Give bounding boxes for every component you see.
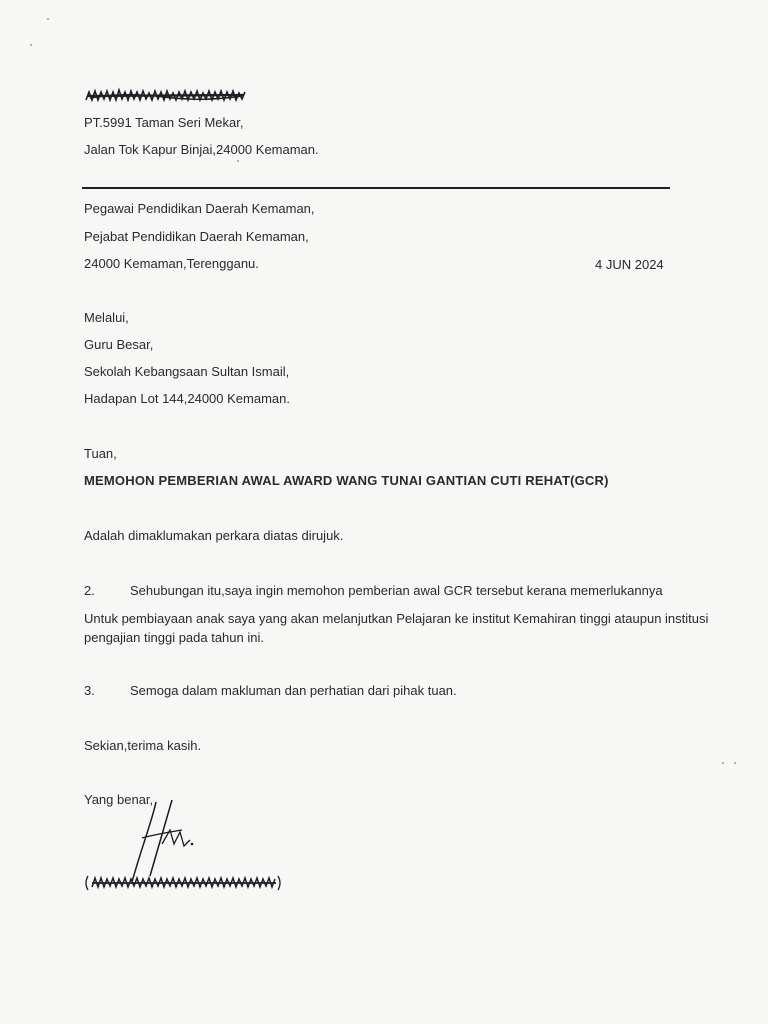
para2-line2: Untuk pembiayaan anak saya yang akan melanjutkan Pelajaran ke institut Kemahiran tinggi ataupun institusi pengajian tinggi pada tahun ini. [84,611,709,645]
scan-speck [47,18,49,20]
letter-date: 4 JUN 2024 [595,257,664,272]
scan-speck [722,762,724,764]
via-label: Melalui, [84,310,129,325]
redacted-sender-name [84,86,249,106]
redacted-signatory-name [84,873,284,893]
subject-heading: MEMOHON PEMBERIAN AWAL AWARD WANG TUNAI GANTIAN CUTI REHAT(GCR) [84,473,609,488]
scan-speck [237,160,239,162]
recipient-line1: Pegawai Pendidikan Daerah Kemaman, [84,201,315,216]
via-line1: Guru Besar, [84,337,154,352]
sign-off: Yang benar, [84,792,154,807]
para2-number: 2. [84,583,95,598]
scan-speck [734,762,736,764]
sender-address-line2: Jalan Tok Kapur Binjai,24000 Kemaman. [84,142,319,157]
sender-address-line1: PT.5991 Taman Seri Mekar, [84,115,244,130]
opening-paragraph: Adalah dimaklumakan perkara diatas dirujuk. [84,528,344,543]
closing-thanks: Sekian,terima kasih. [84,738,202,753]
recipient-line2: Pejabat Pendidikan Daerah Kemaman, [84,229,309,244]
recipient-line3: 24000 Kemaman,Terengganu. [84,256,259,271]
para2-line1: Sehubungan itu,saya ingin memohon pemberian awal GCR tersebut kerana memerlukannya [130,583,663,598]
via-line2: Sekolah Kebangsaan Sultan Ismail, [84,364,290,379]
para3-text: Semoga dalam makluman dan perhatian dari pihak tuan. [130,683,457,698]
salutation: Tuan, [84,446,117,461]
para3-number: 3. [84,683,95,698]
scan-speck [30,44,32,46]
via-line3: Hadapan Lot 144,24000 Kemaman. [84,391,290,406]
header-divider [82,187,670,189]
